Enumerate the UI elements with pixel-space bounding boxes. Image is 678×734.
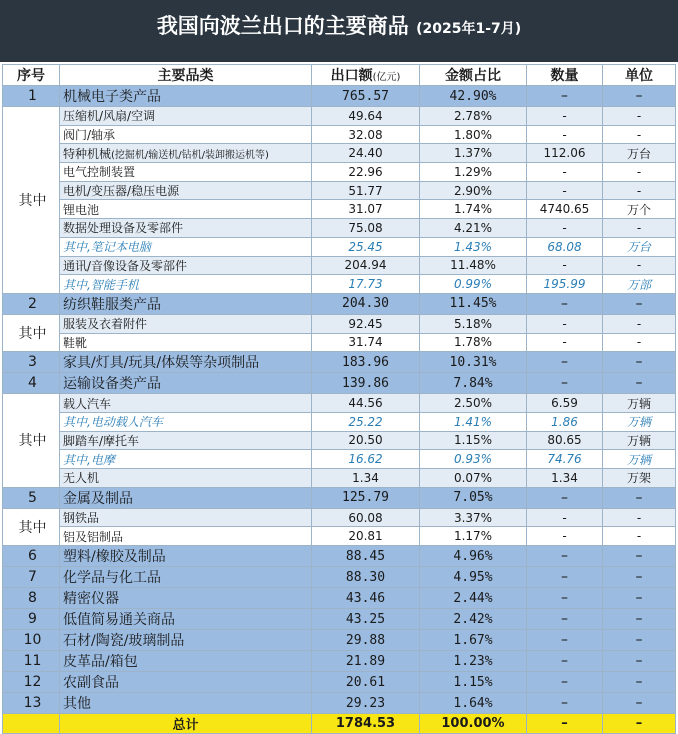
row-value: 92.45	[312, 314, 420, 333]
row-quantity: 1.86	[527, 412, 603, 431]
row-category-name: 服装及衣着附件	[63, 317, 148, 332]
row-share: 3.37%	[420, 508, 527, 527]
row-share: 11.48%	[420, 256, 527, 275]
row-unit: 万台	[603, 237, 676, 256]
row-quantity: 112.06	[527, 144, 603, 163]
row-category: 家具/灯具/玩具/体娱等杂项制品	[60, 352, 312, 373]
row-unit: –	[603, 672, 676, 693]
row-share: 2.44%	[420, 588, 527, 609]
row-unit: –	[603, 546, 676, 567]
row-unit: 万辆	[603, 394, 676, 413]
row-category	[60, 181, 312, 200]
export-table	[2, 64, 676, 734]
row-value: 20.61	[312, 672, 420, 693]
subcategory-row	[3, 275, 676, 294]
row-value: 29.23	[312, 693, 420, 714]
row-value: 204.30	[312, 293, 420, 314]
subcategory-row	[3, 219, 676, 238]
row-quantity: -	[527, 163, 603, 182]
header-unit: 单位	[603, 65, 676, 86]
subcategory-row	[3, 107, 676, 126]
row-unit: -	[603, 256, 676, 275]
header-value	[312, 65, 420, 86]
row-share: 1.74%	[420, 200, 527, 219]
row-category-name: 无人机	[63, 471, 100, 486]
category-row	[3, 487, 676, 508]
row-category	[60, 431, 312, 450]
total-value: 1784.53	[312, 714, 420, 734]
row-value: 49.64	[312, 107, 420, 126]
row-share: 2.90%	[420, 181, 527, 200]
row-share: 0.07%	[420, 469, 527, 488]
row-value: 32.08	[312, 125, 420, 144]
row-index: 6	[3, 546, 60, 567]
row-value: 21.89	[312, 651, 420, 672]
row-unit: –	[603, 373, 676, 394]
row-share: 1.80%	[420, 125, 527, 144]
row-category	[60, 412, 312, 431]
subcategory-row	[3, 527, 676, 546]
title-period: (2025年1-7月)	[416, 21, 522, 37]
row-unit: –	[603, 567, 676, 588]
row-quantity: 6.59	[527, 394, 603, 413]
row-category	[60, 527, 312, 546]
row-unit: -	[603, 508, 676, 527]
row-share: 1.29%	[420, 163, 527, 182]
row-index: 10	[3, 630, 60, 651]
row-value: 60.08	[312, 508, 420, 527]
row-unit: -	[603, 219, 676, 238]
row-value: 139.86	[312, 373, 420, 394]
header-index: 序号	[3, 65, 60, 86]
row-unit: -	[603, 314, 676, 333]
row-share: 1.23%	[420, 651, 527, 672]
row-share: 0.99%	[420, 275, 527, 294]
row-index: 4	[3, 373, 60, 394]
row-unit: –	[603, 630, 676, 651]
row-category	[60, 333, 312, 352]
row-value: 31.74	[312, 333, 420, 352]
row-category: 精密仪器	[60, 588, 312, 609]
subcategory-row	[3, 200, 676, 219]
row-category-name: 脚踏车/摩托车	[63, 433, 140, 448]
row-quantity: 195.99	[527, 275, 603, 294]
row-value: 16.62	[312, 450, 420, 469]
row-quantity: -	[527, 314, 603, 333]
row-category	[60, 256, 312, 275]
row-quantity: –	[527, 588, 603, 609]
category-row	[3, 86, 676, 107]
row-category	[60, 144, 312, 163]
row-category	[60, 275, 312, 294]
row-unit: -	[603, 125, 676, 144]
row-value: 25.45	[312, 237, 420, 256]
subcategory-row	[3, 163, 676, 182]
row-quantity: -	[527, 181, 603, 200]
row-value: 22.96	[312, 163, 420, 182]
total-label: 总计	[60, 714, 312, 734]
row-share: 4.95%	[420, 567, 527, 588]
row-quantity: –	[527, 546, 603, 567]
row-category: 运输设备类产品	[60, 373, 312, 394]
row-value: 43.46	[312, 588, 420, 609]
row-category-name: 其中,智能手机	[63, 277, 139, 292]
row-category-name: 其中,电摩	[63, 452, 115, 467]
row-category: 纺织鞋服类产品	[60, 293, 312, 314]
header-value-unit: (亿元)	[372, 72, 401, 83]
row-unit: 万个	[603, 200, 676, 219]
row-category-name: 其中,笔记本电脑	[63, 240, 151, 255]
row-index: 11	[3, 651, 60, 672]
row-value: 183.96	[312, 352, 420, 373]
header-category: 主要品类	[60, 65, 312, 86]
row-share: 1.41%	[420, 412, 527, 431]
subcategory-row	[3, 237, 676, 256]
row-unit: 万台	[603, 144, 676, 163]
row-category-name: 电气控制装置	[63, 165, 136, 180]
row-quantity: -	[527, 107, 603, 126]
row-category	[60, 237, 312, 256]
sub-group-label: 其中	[3, 394, 60, 487]
row-category-name: 钢铁品	[63, 511, 100, 526]
row-category	[60, 200, 312, 219]
row-category-name: 锂电池	[63, 202, 100, 217]
total-index	[3, 714, 60, 734]
row-share: 1.37%	[420, 144, 527, 163]
row-share: 10.31%	[420, 352, 527, 373]
row-unit: -	[603, 181, 676, 200]
category-row	[3, 567, 676, 588]
page-title	[0, 10, 678, 40]
row-quantity: 68.08	[527, 237, 603, 256]
row-unit: 万部	[603, 275, 676, 294]
row-quantity: –	[527, 693, 603, 714]
subcategory-row	[3, 412, 676, 431]
category-row	[3, 630, 676, 651]
row-category: 金属及制品	[60, 487, 312, 508]
category-row	[3, 352, 676, 373]
row-quantity: –	[527, 630, 603, 651]
row-category: 低值简易通关商品	[60, 609, 312, 630]
row-index: 2	[3, 293, 60, 314]
row-share: 7.05%	[420, 487, 527, 508]
row-quantity: 4740.65	[527, 200, 603, 219]
row-share: 1.17%	[420, 527, 527, 546]
subcategory-row	[3, 394, 676, 413]
row-index: 9	[3, 609, 60, 630]
subcategory-row	[3, 144, 676, 163]
sub-group-label: 其中	[3, 107, 60, 294]
row-category: 机械电子类产品	[60, 86, 312, 107]
row-unit: 万辆	[603, 412, 676, 431]
row-quantity: –	[527, 609, 603, 630]
row-index: 1	[3, 86, 60, 107]
category-row	[3, 546, 676, 567]
row-quantity: -	[527, 333, 603, 352]
subcategory-row	[3, 125, 676, 144]
subcategory-row	[3, 450, 676, 469]
row-quantity: -	[527, 219, 603, 238]
row-unit: –	[603, 86, 676, 107]
row-quantity: -	[527, 125, 603, 144]
row-category-name: 特种机械	[63, 146, 112, 161]
row-category: 塑料/橡胶及制品	[60, 546, 312, 567]
row-value: 51.77	[312, 181, 420, 200]
total-quantity: –	[527, 714, 603, 734]
header-value-label: 出口额	[330, 68, 373, 84]
row-unit: –	[603, 352, 676, 373]
row-index: 5	[3, 487, 60, 508]
row-quantity: –	[527, 293, 603, 314]
row-quantity: -	[527, 256, 603, 275]
category-row	[3, 651, 676, 672]
row-unit: 万辆	[603, 431, 676, 450]
row-value: 1.34	[312, 469, 420, 488]
category-row	[3, 693, 676, 714]
row-share: 4.21%	[420, 219, 527, 238]
row-value: 17.73	[312, 275, 420, 294]
title-main: 我国向波兰出口的主要商品	[156, 14, 409, 38]
row-share: 1.64%	[420, 693, 527, 714]
row-index: 7	[3, 567, 60, 588]
row-share: 1.67%	[420, 630, 527, 651]
row-quantity: -	[527, 508, 603, 527]
row-category-name: 阀门/轴承	[63, 128, 116, 143]
row-category-name: 鞋靴	[63, 335, 88, 350]
total-unit: –	[603, 714, 676, 734]
row-quantity: –	[527, 651, 603, 672]
row-value: 204.94	[312, 256, 420, 275]
row-quantity: -	[527, 527, 603, 546]
row-category	[60, 450, 312, 469]
row-category-note: (挖掘机/输送机/钻机/装卸搬运机等)	[111, 149, 269, 161]
row-share: 5.18%	[420, 314, 527, 333]
subcategory-row	[3, 469, 676, 488]
row-category: 石材/陶瓷/玻璃制品	[60, 630, 312, 651]
row-share: 1.15%	[420, 431, 527, 450]
subcategory-row	[3, 508, 676, 527]
row-share: 7.84%	[420, 373, 527, 394]
row-value: 125.79	[312, 487, 420, 508]
category-row	[3, 609, 676, 630]
row-category-name: 铝及铝制品	[63, 529, 124, 544]
subcategory-row	[3, 333, 676, 352]
row-unit: -	[603, 527, 676, 546]
row-quantity: –	[527, 672, 603, 693]
sub-group-label: 其中	[3, 314, 60, 351]
row-share: 1.78%	[420, 333, 527, 352]
row-unit: 万架	[603, 469, 676, 488]
row-value: 44.56	[312, 394, 420, 413]
row-value: 29.88	[312, 630, 420, 651]
header-share: 金额占比	[420, 65, 527, 86]
row-index: 8	[3, 588, 60, 609]
row-unit: –	[603, 693, 676, 714]
table-body	[3, 86, 676, 734]
category-row	[3, 588, 676, 609]
row-unit: –	[603, 293, 676, 314]
row-unit: –	[603, 487, 676, 508]
row-value: 765.57	[312, 86, 420, 107]
category-row	[3, 373, 676, 394]
row-unit: -	[603, 163, 676, 182]
row-value: 88.45	[312, 546, 420, 567]
row-category	[60, 125, 312, 144]
row-share: 4.96%	[420, 546, 527, 567]
row-value: 88.30	[312, 567, 420, 588]
row-quantity: –	[527, 487, 603, 508]
row-quantity: –	[527, 352, 603, 373]
category-row	[3, 672, 676, 693]
row-unit: –	[603, 651, 676, 672]
header-quantity: 数量	[527, 65, 603, 86]
row-quantity: –	[527, 86, 603, 107]
header-row	[3, 65, 676, 86]
row-index: 3	[3, 352, 60, 373]
row-share: 0.93%	[420, 450, 527, 469]
row-category-name: 数据处理设备及零部件	[63, 221, 184, 236]
row-value: 24.40	[312, 144, 420, 163]
row-category-name: 载人汽车	[63, 396, 112, 411]
row-share: 1.43%	[420, 237, 527, 256]
row-category	[60, 219, 312, 238]
total-share: 100.00%	[420, 714, 527, 734]
row-unit: -	[603, 333, 676, 352]
row-category-name: 压缩机/风扇/空调	[63, 109, 156, 124]
row-unit: -	[603, 107, 676, 126]
row-share: 1.15%	[420, 672, 527, 693]
row-category: 皮革品/箱包	[60, 651, 312, 672]
row-unit: 万辆	[603, 450, 676, 469]
row-unit: –	[603, 588, 676, 609]
row-category	[60, 163, 312, 182]
row-value: 25.22	[312, 412, 420, 431]
row-index: 12	[3, 672, 60, 693]
row-category	[60, 394, 312, 413]
title-banner	[0, 0, 678, 62]
row-category	[60, 314, 312, 333]
row-category-name: 通讯/音像设备及零部件	[63, 258, 188, 273]
row-share: 11.45%	[420, 293, 527, 314]
row-value: 31.07	[312, 200, 420, 219]
sub-group-label: 其中	[3, 508, 60, 545]
row-category: 农副食品	[60, 672, 312, 693]
row-category-name: 其中,电动载人汽车	[63, 415, 163, 430]
row-category	[60, 508, 312, 527]
row-quantity: –	[527, 567, 603, 588]
row-quantity: 1.34	[527, 469, 603, 488]
row-value: 20.50	[312, 431, 420, 450]
category-row	[3, 293, 676, 314]
row-share: 2.78%	[420, 107, 527, 126]
row-category: 化学品与化工品	[60, 567, 312, 588]
row-category-name: 电机/变压器/稳压电源	[63, 184, 180, 199]
row-category	[60, 107, 312, 126]
row-index: 13	[3, 693, 60, 714]
row-category	[60, 469, 312, 488]
subcategory-row	[3, 314, 676, 333]
row-value: 20.81	[312, 527, 420, 546]
row-quantity: 80.65	[527, 431, 603, 450]
row-category: 其他	[60, 693, 312, 714]
total-row	[3, 714, 676, 734]
row-share: 2.50%	[420, 394, 527, 413]
row-share: 2.42%	[420, 609, 527, 630]
row-value: 43.25	[312, 609, 420, 630]
subcategory-row	[3, 256, 676, 275]
row-unit: –	[603, 609, 676, 630]
row-quantity: 74.76	[527, 450, 603, 469]
row-value: 75.08	[312, 219, 420, 238]
subcategory-row	[3, 181, 676, 200]
row-share: 42.90%	[420, 86, 527, 107]
row-quantity: –	[527, 373, 603, 394]
subcategory-row	[3, 431, 676, 450]
